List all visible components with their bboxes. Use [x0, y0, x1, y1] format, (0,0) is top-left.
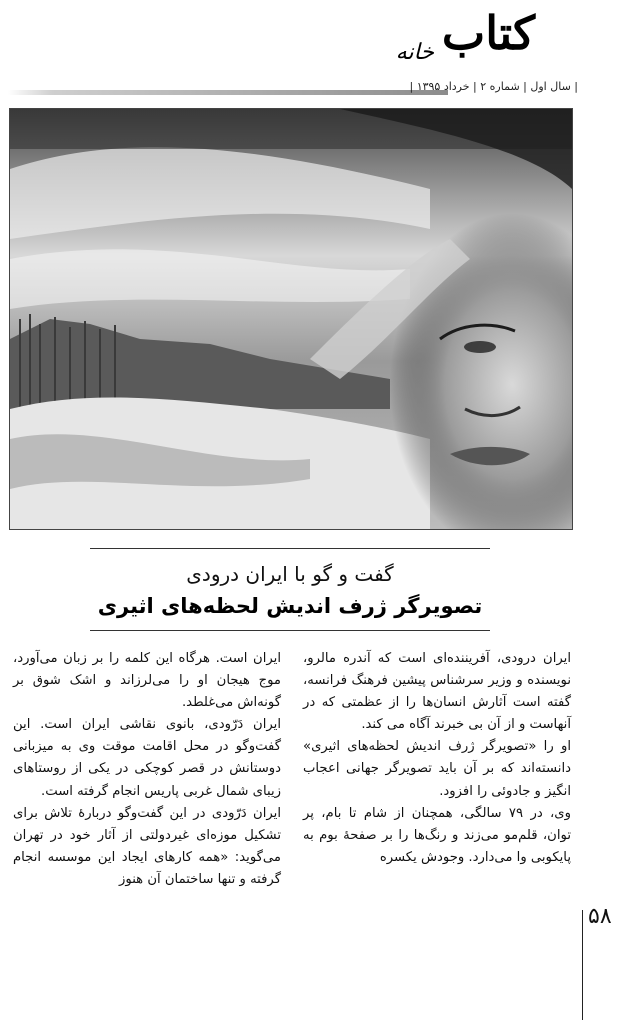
paragraph: ایران دَرّودی، بانوی نقاشی ایران است. این گفت‌وگو در محل اقامت موقت وی به میزبانی دوستانش در قصر کوچکی در یکی از روستاهای زیبای شمال غربی پاریس انجام گرفته است.: [13, 717, 281, 799]
article-column-right: [303, 648, 571, 869]
magazine-logo: کتاب: [441, 6, 535, 60]
paragraph: او را «تصویرگر ژرف اندیش لحظه‌های اثیری» دانسته‌اند که بر آن باید تصویرگر جهانی اعجاب انگیز و جادوئی را افزود.: [303, 739, 571, 799]
page-number: ۵۸: [588, 904, 612, 929]
page-number-rule: [582, 910, 583, 1020]
article-subtitle: گفت و گو با ایران درودی: [186, 562, 394, 586]
painting-portrait-photo: [9, 108, 573, 530]
magazine-logo-subtitle: خانه: [395, 40, 434, 65]
title-rule-bottom: [90, 630, 490, 631]
paragraph: ایران درودی، آفریننده‌ای است که آندره مالرو، نویسنده و وزیر سرشناس پیشین فرهنگ فرانسه، گفته است آثارش انسان‌ها را از عظمتی که در آنهاست و از آن بی خبرند آگاه می کند.: [303, 651, 571, 733]
article-column-left: [13, 648, 281, 891]
title-rule-top: [90, 548, 490, 549]
paragraph: ایران دَرّودی در این گفت‌وگو دربارهٔ تلاش برای تشکیل موزه‌ای غیردولتی از آثار خود در تهران می‌گوید: «همه کارهای ایجاد این موسسه انجام گرفته و تنها ساختمان آن هنوز: [13, 805, 281, 887]
masthead: [0, 0, 630, 110]
paragraph: وی، در ۷۹ سالگی، همچنان از شام تا بام، پر توان، قلم‌مو می‌زند و رنگ‌ها را بر صفحهٔ بوم به پایکوبی وا می‌دارد. وجودش یکسره: [303, 805, 571, 865]
article-headline: تصویرگر ژرف اندیش لحظه‌های اثیری: [97, 594, 483, 618]
article-title-block: [90, 548, 490, 640]
header-rule: [8, 90, 448, 95]
issue-info: | سال اول | شماره ۲ | خرداد ۱۳۹۵ |: [409, 80, 578, 93]
paragraph: ایران است. هرگاه این کلمه را بر زبان می‌آورد، موج هیجان او را می‌لرزاند و اشک شوق بر گونه‌اش می‌غلطد.: [13, 651, 281, 711]
painting-portrait-image: [10, 109, 572, 529]
